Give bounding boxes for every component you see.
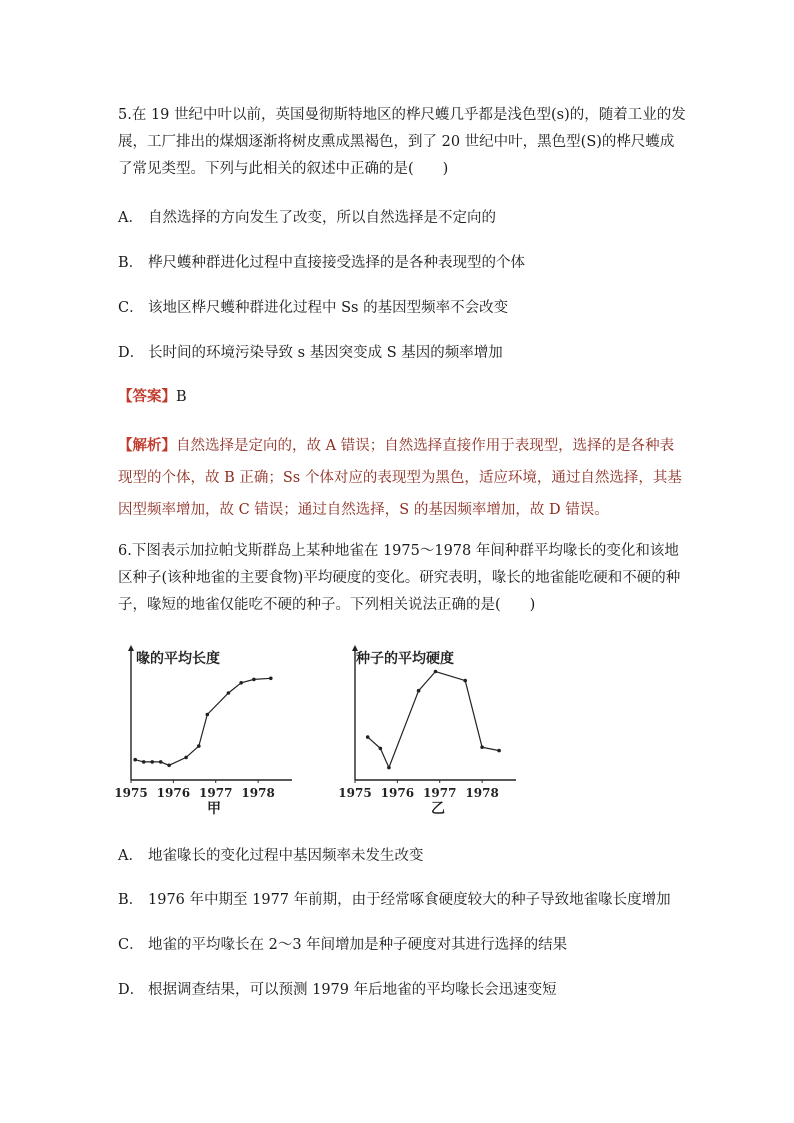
data-point [133, 758, 137, 762]
answer-tag: 【答案】 [118, 388, 176, 405]
question-5-option-b [118, 252, 698, 274]
x-tick-label: 1976 [156, 786, 191, 800]
chart-caption: 乙 [431, 801, 445, 817]
option-text: 该地区桦尺蠖种群进化过程中 Ss 的基因型频率不会改变 [148, 300, 509, 316]
x-tick-label: 1975 [114, 786, 148, 800]
option-letter: D． [118, 982, 145, 998]
option-letter: C． [118, 937, 144, 953]
option-text: 1976 年中期至 1977 年前期，由于经常啄食硬度较大的种子导致地雀喙长度增加 [148, 892, 671, 908]
data-point [434, 670, 438, 674]
x-tick-group [114, 780, 275, 800]
chart-seed-hardness [338, 645, 526, 820]
data-point [150, 760, 154, 764]
question-5-option-a [118, 207, 698, 229]
chart-title: 种子的平均硬度 [356, 651, 454, 667]
x-tick-label: 1977 [199, 786, 233, 800]
x-tick-label: 1976 [380, 786, 415, 800]
analysis-text: 自然选择是定向的，故 A 错误；自然选择直接作用于表现型，选择的是各种表现型的个体，故 B 正确；Ss 个体对应的表现型为黑色，适应环境，通过自然选择，其基因型频率增加，故 C 错误；通过自然选择，S 的基因频率增加，故 D 错误。 [118, 438, 682, 518]
option-text: 地雀的平均喙长在 2～3 年间增加是种子硬度对其进行选择的结果 [148, 937, 568, 953]
data-point [184, 756, 188, 760]
data-point [417, 689, 421, 693]
x-tick-label: 1975 [338, 786, 372, 800]
x-tick-label: 1978 [241, 786, 275, 800]
data-point [159, 760, 163, 764]
option-text: 自然选择的方向发生了改变，所以自然选择是不定向的 [148, 210, 496, 226]
question-5-answer [118, 386, 187, 408]
question-6-option-a [118, 845, 698, 867]
analysis-tag: 【解析】 [118, 437, 176, 454]
question-6-stem: 6.下图表示加拉帕戈斯群岛上某种地雀在 1975～1978 年间种群平均喙长的变化和该地区种子(该种地雀的主要食物)平均硬度的变化。研究表明，喙长的地雀能吃硬和不硬的种子，喙短的地雀仅能吃不硬的种子。下列相关说法正确的是( ) [118, 543, 681, 613]
data-point [167, 764, 171, 768]
option-text: 地雀喙长的变化过程中基因频率未发生改变 [148, 848, 424, 864]
data-point [142, 760, 146, 764]
chart-seed-hardness-svg [338, 645, 526, 820]
series-line [135, 678, 271, 765]
question-5-stem: 5.在 19 世纪中叶以前，英国曼彻斯特地区的桦尺蠖几乎都是浅色型(s)的，随着工业的发展，工厂排出的煤烟逐渐将树皮熏成黑褐色，到了 20 世纪中叶，黑色型(S)的桦尺蠖成了常见类型。下列与此相关的叙述中正确的是( ) [118, 107, 686, 177]
data-point [252, 678, 256, 682]
chart-beak-length [114, 645, 302, 820]
data-point [379, 747, 383, 751]
option-letter: B． [118, 255, 144, 271]
data-point [463, 679, 467, 683]
option-text: 桦尺蠖种群进化过程中直接接受选择的是各种表现型的个体 [148, 255, 525, 271]
question-6-option-b [118, 889, 698, 911]
data-point [366, 735, 370, 739]
option-letter: A． [118, 848, 143, 864]
series-line [368, 672, 499, 768]
question-5-analysis [118, 430, 688, 526]
question-6-option-d [118, 979, 698, 1001]
answer-value: B [176, 389, 187, 405]
option-letter: B． [118, 892, 144, 908]
data-point [206, 713, 210, 717]
x-tick-label: 1978 [465, 786, 499, 800]
chart-beak-length-svg [114, 645, 302, 820]
question-5-option-c [118, 297, 698, 319]
option-text: 根据调查结果，可以预测 1979 年后地雀的平均喙长会迅速变短 [148, 982, 557, 998]
data-point [497, 749, 501, 753]
data-point [480, 745, 484, 749]
chart-title: 喙的平均长度 [136, 651, 220, 667]
data-points [133, 677, 272, 768]
data-point [239, 681, 243, 685]
data-point [269, 677, 273, 681]
question-5-option-d [118, 342, 698, 364]
option-letter: D． [118, 345, 145, 361]
data-point [227, 691, 231, 695]
x-tick-label: 1977 [423, 786, 457, 800]
data-points [366, 670, 501, 770]
data-point [387, 766, 391, 770]
x-tick-group [338, 780, 499, 800]
data-point [197, 744, 201, 748]
question-6-option-c [118, 934, 698, 956]
chart-caption: 甲 [207, 801, 221, 817]
option-letter: C． [118, 300, 144, 316]
option-letter: A． [118, 210, 143, 226]
option-text: 长时间的环境污染导致 s 基因突变成 S 基因的频率增加 [148, 345, 503, 361]
